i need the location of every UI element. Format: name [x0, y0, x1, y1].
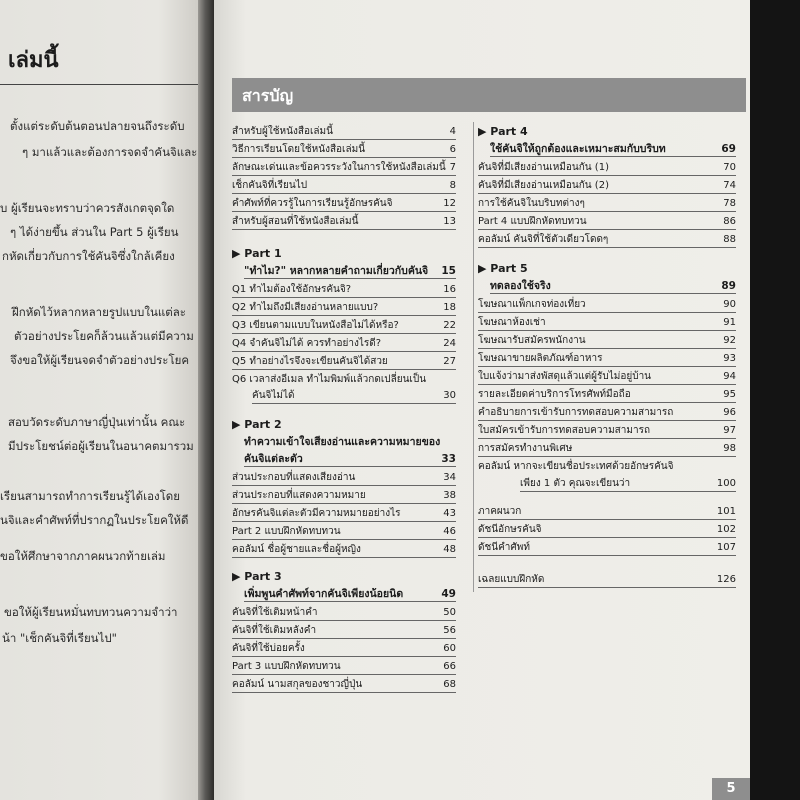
- left-page-line: ตัวอย่างประโยคก็ล้วนแล้วแต่มีความ: [14, 329, 194, 343]
- toc-entry[interactable]: คันจิที่มีเสียงอ่านเหมือนกัน (2) 74: [478, 179, 736, 194]
- left-page-title: เล่มนี้: [8, 48, 59, 73]
- toc-entry[interactable]: การสมัครทำงานพิเศษ 98: [478, 442, 736, 457]
- toc-entry[interactable]: คำอธิบายการเข้ารับการทดสอบความสามารถ 96: [478, 406, 736, 421]
- left-page-line: ฝึกหัดไว้หลากหลายรูปแบบในแต่ละ: [12, 305, 186, 319]
- toc-entry[interactable]: Q5 ทำอย่างไรจึงจะเขียนคันจิได้สวย 27: [232, 355, 456, 370]
- left-page-line: สอบวัดระดับภาษาญี่ปุ่นเท่านั้น คณะ: [8, 415, 186, 429]
- book-gutter: [198, 0, 214, 800]
- toc-entry[interactable]: Q1 ทำไมต้องใช้อักษรคันจิ? 16: [232, 283, 456, 298]
- toc-entry[interactable]: Q3 เขียนตามแบบในหนังสือไม่ได้หรือ? 22: [232, 319, 456, 334]
- left-page-rule: [0, 84, 198, 85]
- toc-entry[interactable]: คอลัมน์ ชื่อผู้ชายและชื่อผู้หญิง 48: [232, 543, 456, 558]
- toc-entry[interactable]: ใบแจ้งว่ามาส่งพัสดุแล้วแต่ผู้รับไม่อยู่บ้าน 94: [478, 370, 736, 385]
- part3-title-row[interactable]: เพิ่มพูนคำศัพท์จากคันจิเพียงน้อยนิด 49: [244, 588, 456, 600]
- toc-header: [232, 78, 746, 112]
- toc-entry[interactable]: Part 4 แบบฝึกหัดทบทวน 86: [478, 215, 736, 230]
- toc-entry[interactable]: ใบสมัครเข้ารับการทดสอบความสามารถ 97: [478, 424, 736, 439]
- toc-entry[interactable]: โฆษณาห้องเช่า 91: [478, 316, 736, 331]
- triangle-bullet-icon: ▶: [232, 247, 245, 260]
- toc-entry[interactable]: คันจิไม่ได้ 30: [252, 389, 456, 404]
- toc-entry[interactable]: Part 2 แบบฝึกหัดทบทวน 46: [232, 525, 456, 540]
- part1-heading: ▶ Part 1: [232, 247, 282, 260]
- toc-entry[interactable]: รายละเอียดค่าบริการโทรศัพท์มือถือ 95: [478, 388, 736, 403]
- toc-entry[interactable]: ดัชนีคำศัพท์ 107: [478, 541, 736, 556]
- part4-heading: ▶ Part 4: [478, 125, 528, 138]
- background-edge: [750, 0, 800, 800]
- column-divider: [473, 122, 474, 592]
- part3-heading: ▶ Part 3: [232, 570, 282, 583]
- toc-entry[interactable]: ภาคผนวก 101: [478, 505, 736, 520]
- left-page-line: กหัดเกี่ยวกับการใช้คันจิซึ่งใกล้เคียง: [2, 249, 175, 263]
- toc-entry[interactable]: คันจิที่ใช้เติมหน้าคำ 50: [232, 606, 456, 621]
- toc-entry[interactable]: คอลัมน์ นามสกุลของชาวญี่ปุ่น 68: [232, 678, 456, 693]
- toc-entry[interactable]: คอลัมน์ หากจะเขียนชื่อประเทศด้วยอักษรคันจิ: [478, 461, 674, 472]
- triangle-bullet-icon: ▶: [478, 125, 491, 138]
- left-page: [0, 0, 198, 800]
- toc-entry[interactable]: ดัชนีอักษรคันจิ 102: [478, 523, 736, 538]
- part2-heading: ▶ Part 2: [232, 418, 282, 431]
- toc-entry[interactable]: ลักษณะเด่นและข้อควรระวังในการใช้หนังสือเล่มนี้ 7: [232, 161, 456, 176]
- toc-entry[interactable]: เฉลยแบบฝึกหัด 126: [478, 573, 736, 588]
- part5-title-row[interactable]: ทดลองใช้จริง 89: [490, 280, 736, 292]
- left-page-line: ๆ มาแล้วและต้องการจดจำคันจิและ: [22, 145, 198, 159]
- part5-heading: ▶ Part 5: [478, 262, 528, 275]
- toc-entry[interactable]: ส่วนประกอบที่แสดงเสียงอ่าน 34: [232, 471, 456, 486]
- toc-entry[interactable]: Q6 เวลาส่งอีเมล ทำไมพิมพ์แล้วกดเปลี่ยนเป็น: [232, 374, 427, 385]
- left-page-line: ๆ ได้ง่ายขึ้น ส่วนใน Part 5 ผู้เรียน: [10, 225, 179, 239]
- part2-title-row[interactable]: คันจิแต่ละตัว 33: [244, 453, 456, 465]
- triangle-bullet-icon: ▶: [478, 262, 491, 275]
- toc-title: สารบัญ: [242, 86, 294, 105]
- left-page-line: ตั้งแต่ระดับต้นตอนปลายจนถึงระดับ: [10, 119, 185, 133]
- toc-entry[interactable]: โฆษณาขายผลิตภัณฑ์อาหาร 93: [478, 352, 736, 367]
- left-page-line: ขอให้ศึกษาจากภาคผนวกท้ายเล่ม: [0, 549, 166, 563]
- toc-entry[interactable]: สำหรับผู้ใช้หนังสือเล่มนี้ 4: [232, 125, 456, 140]
- toc-entry[interactable]: คันจิที่ใช้เติมหลังคำ 56: [232, 624, 456, 639]
- toc-entry[interactable]: คำศัพท์ที่ควรรู้ในการเรียนรู้อักษรคันจิ 12: [232, 197, 456, 212]
- toc-entry[interactable]: เช็กคันจิที่เรียนไป 8: [232, 179, 456, 194]
- toc-entry[interactable]: Q4 จำคันจิไม่ได้ ควรทำอย่างไรดี? 24: [232, 337, 456, 352]
- left-page-line: เรียนสามารถทำการเรียนรู้ได้เองโดย: [0, 489, 180, 503]
- toc-entry[interactable]: การใช้คันจิในบริบทต่างๆ 78: [478, 197, 736, 212]
- toc-entry[interactable]: คันจิที่มีเสียงอ่านเหมือนกัน (1) 70: [478, 161, 736, 176]
- left-page-line: จึงขอให้ผู้เรียนจดจำตัวอย่างประโยค: [10, 353, 190, 367]
- toc-entry[interactable]: เพียง 1 ตัว คุณจะเขียนว่า 100: [520, 477, 736, 492]
- page-number: 5: [712, 778, 750, 800]
- triangle-bullet-icon: ▶: [232, 418, 245, 431]
- toc-entry[interactable]: คันจิที่ใช้บ่อยครั้ง 60: [232, 642, 456, 657]
- toc-entry[interactable]: โฆษณารับสมัครพนักงาน 92: [478, 334, 736, 349]
- left-page-line: ันจิและคำศัพท์ที่ปรากฏในประโยคให้ดี: [0, 513, 189, 527]
- toc-entry[interactable]: โฆษณาแพ็กเกจท่องเที่ยว 90: [478, 298, 736, 313]
- toc-entry[interactable]: ส่วนประกอบที่แสดงความหมาย 38: [232, 489, 456, 504]
- left-page-line: ขอให้ผู้เรียนหมั่นทบทวนความจำว่า: [4, 605, 178, 619]
- toc-entry[interactable]: สำหรับผู้สอนที่ใช้หนังสือเล่มนี้ 13: [232, 215, 456, 230]
- left-page-line: บ ผู้เรียนจะทราบว่าควรสังเกตจุดใด: [0, 201, 175, 215]
- triangle-bullet-icon: ▶: [232, 570, 245, 583]
- right-page: [214, 0, 750, 800]
- toc-entry[interactable]: คอลัมน์ คันจิที่ใช้ตัวเดียวโดดๆ 88: [478, 233, 736, 248]
- part2-title-row[interactable]: ทำความเข้าใจเสียงอ่านและความหมายของ: [244, 436, 441, 448]
- part4-title-row[interactable]: ใช้คันจิให้ถูกต้องและเหมาะสมกับบริบท 69: [490, 143, 736, 155]
- toc-entry[interactable]: วิธีการเรียนโดยใช้หนังสือเล่มนี้ 6: [232, 143, 456, 158]
- toc-entry[interactable]: อักษรคันจิแต่ละตัวมีความหมายอย่างไร 43: [232, 507, 456, 522]
- part1-title-row[interactable]: "ทำไม?" หลากหลายคำถามเกี่ยวกับคันจิ 15: [244, 265, 456, 277]
- toc-entry[interactable]: Q2 ทำไมถึงมีเสียงอ่านหลายแบบ? 18: [232, 301, 456, 316]
- left-page-line: น้า "เช็กคันจิที่เรียนไป": [2, 631, 117, 645]
- toc-entry[interactable]: Part 3 แบบฝึกหัดทบทวน 66: [232, 660, 456, 675]
- left-page-line: มีประโยชน์ต่อผู้เรียนในอนาคตมารวม: [8, 439, 194, 453]
